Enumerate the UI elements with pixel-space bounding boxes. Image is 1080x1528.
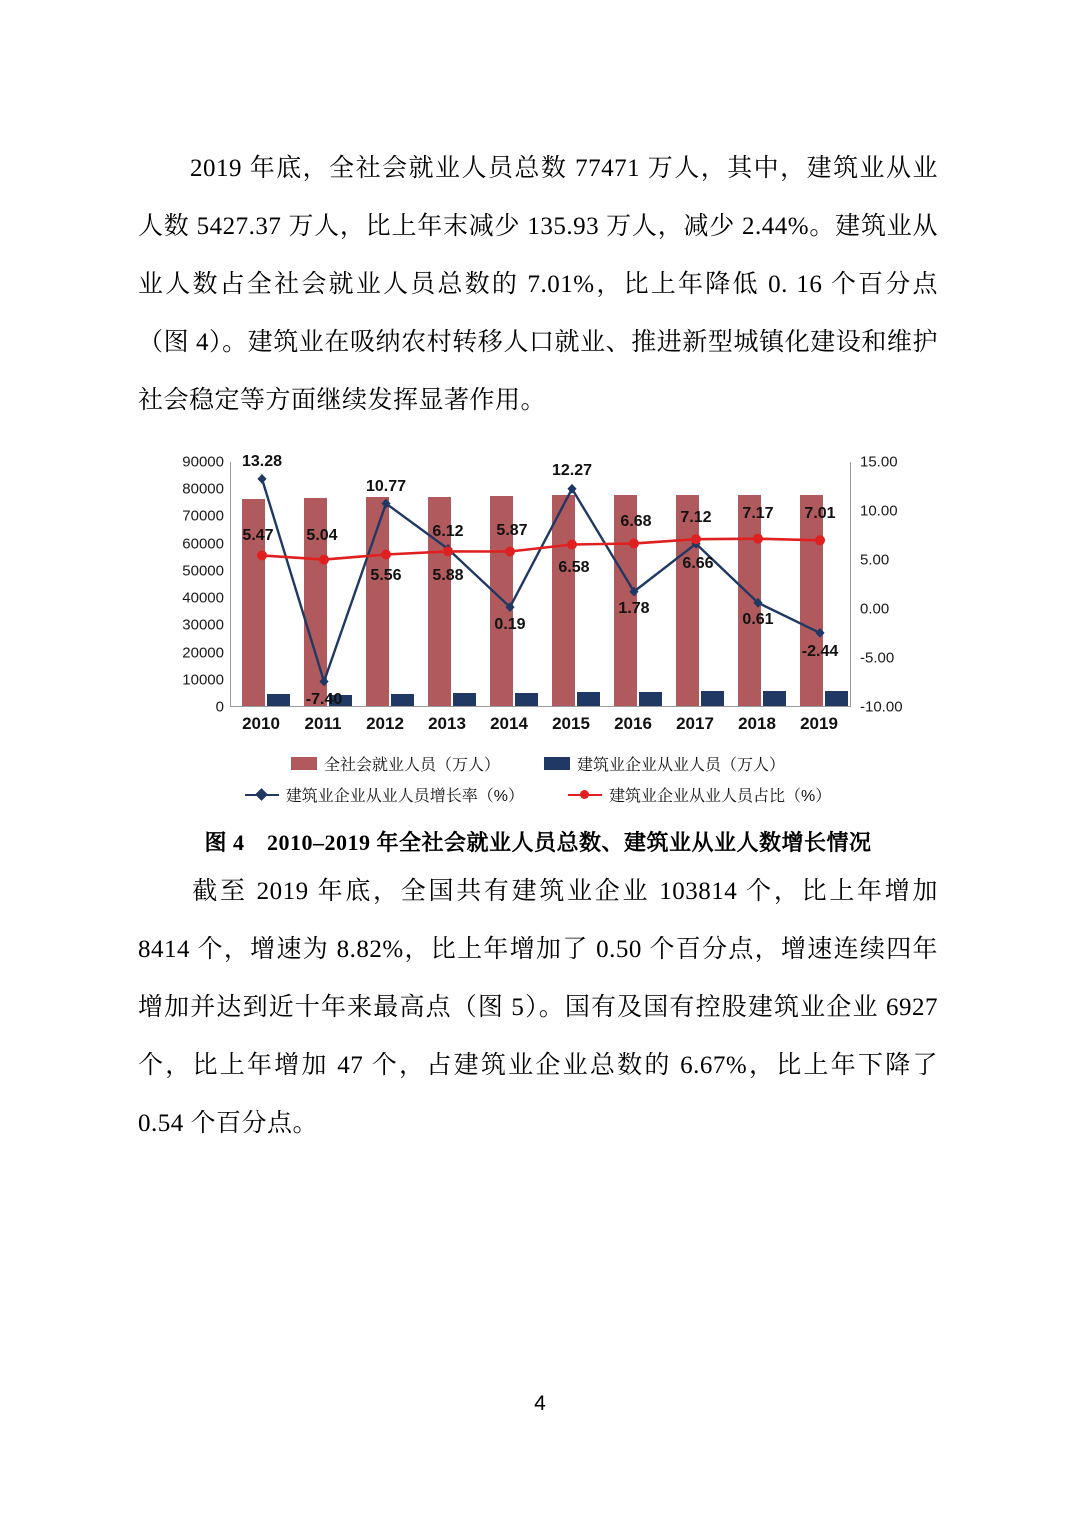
y2-axis-tick: -10.00 [860, 698, 903, 716]
y-axis-tick: 90000 [182, 453, 224, 471]
y-axis-tick: 50000 [182, 562, 224, 580]
growth-rate-markers [257, 474, 824, 686]
data-label-growth-2013: 6.12 [432, 523, 464, 540]
x-axis-tick: 2011 [304, 714, 342, 733]
share-line [262, 539, 820, 560]
legend-row-1 [138, 752, 938, 775]
data-label-growth-2014: 0.19 [494, 616, 526, 633]
data-label-growth-2012: 10.77 [365, 478, 407, 495]
legend-label: 建筑业企业从业人员增长率（%） [285, 788, 524, 805]
y-axis-tick: 60000 [182, 535, 224, 553]
page-number: 4 [534, 1392, 546, 1415]
legend-row-2 [138, 783, 938, 806]
plot-frame [230, 453, 850, 708]
x-axis-tick: 2012 [366, 714, 404, 733]
legend-item-total-employment [291, 752, 500, 775]
data-label-share-2018: 7.17 [742, 505, 774, 522]
data-label-share-2015: 6.58 [558, 559, 590, 576]
data-label-share-2011: 5.04 [306, 527, 338, 544]
data-label-growth-2017: 6.66 [682, 555, 714, 572]
data-label-growth-2011: -7.40 [305, 691, 343, 708]
y-axis-tick: 70000 [182, 507, 224, 525]
data-label-growth-2015: 12.27 [551, 462, 593, 479]
data-label-growth-2019: -2.44 [801, 643, 839, 660]
y2-axis-tick: -5.00 [860, 649, 895, 667]
legend-item-construction-employment [544, 752, 785, 775]
y-axis-tick: 30000 [182, 616, 224, 634]
legend-label: 建筑业企业从业人员占比（%） [609, 788, 832, 805]
figure-4-chart [138, 452, 938, 812]
page-content [138, 140, 938, 1153]
data-label-share-2016: 6.68 [620, 513, 652, 530]
x-axis-tick: 2016 [614, 714, 652, 733]
x-axis-tick: 2010 [242, 714, 280, 733]
legend-swatch-icon [544, 757, 570, 770]
x-axis-tick: 2013 [428, 714, 466, 733]
data-label-share-2017: 7.12 [680, 509, 712, 526]
x-axis-tick: 2014 [490, 714, 528, 733]
y-axis-tick: 10000 [182, 671, 224, 689]
x-axis-tick: 2015 [552, 714, 590, 733]
data-label-share-2013: 5.88 [432, 567, 464, 584]
y2-axis-tick: 15.00 [860, 453, 898, 471]
y-axis-tick: 20000 [182, 644, 224, 662]
paragraph-2 [138, 863, 938, 1153]
data-label-growth-2018: 0.61 [742, 611, 774, 628]
legend-line-icon [568, 788, 602, 801]
growth-rate-line [262, 479, 820, 682]
x-axis-tick: 2019 [800, 714, 838, 733]
chart-legend [138, 752, 938, 814]
legend-swatch-icon [291, 757, 317, 770]
x-axis-tick: 2017 [676, 714, 714, 733]
paragraph-2-text: 截至 2019 年底，全国共有建筑业企业 103814 个，比上年增加 8414 个，增速为 8.82%，比上年增加了 0.50 个百分点，增速连续四年增加并达到近十年来最高点（图 5）。国有及国有控股建筑业企业 6927 个，比上年增加 47 个，占建筑业企业总数的 6.67%，比上年下降了 0.54 个百分点。 [138, 878, 938, 1137]
data-label-growth-2010: 13.28 [241, 453, 283, 470]
y2-axis-tick: 10.00 [860, 502, 898, 520]
data-label-share-2014: 5.87 [496, 522, 528, 539]
chart-plot-area [138, 452, 938, 752]
legend-label: 全社会就业人员（万人） [323, 757, 500, 774]
data-label-growth-2016: 1.78 [618, 600, 650, 617]
paragraph-1 [138, 140, 938, 430]
legend-item-share [568, 783, 831, 806]
legend-line-icon [245, 788, 279, 801]
data-label-share-2012: 5.56 [370, 567, 402, 584]
legend-item-growth-rate [245, 783, 524, 806]
y-axis-tick: 0 [215, 698, 224, 716]
y2-axis-tick: 0.00 [860, 600, 890, 618]
x-axis-tick: 2018 [738, 714, 776, 733]
line-series-svg [231, 462, 851, 707]
y-axis-tick: 40000 [182, 589, 224, 607]
y-axis-tick: 80000 [182, 480, 224, 498]
figure-caption: 图 4 2010–2019 年全社会就业人员总数、建筑业从业人数增长情况 [204, 830, 872, 855]
data-label-share-2019: 7.01 [804, 505, 836, 522]
y2-axis-tick: 5.00 [860, 551, 890, 569]
legend-label: 建筑业企业从业人员（万人） [577, 757, 786, 774]
data-label-share-2010: 5.47 [242, 527, 274, 544]
paragraph-1-text: 2019 年底，全社会就业人员总数 77471 万人，其中，建筑业从业人数 5427.37 万人，比上年末减少 135.93 万人，减少 2.44%。建筑业从业人数占全社会就业人员总数的 7.01%，比上年降低 0. 16 个百分点（图 4）。建筑业在吸纳农村转移人口就业、推进新型城镇化建设和维护社会稳定等方面继续发挥显著作用。 [138, 155, 938, 414]
